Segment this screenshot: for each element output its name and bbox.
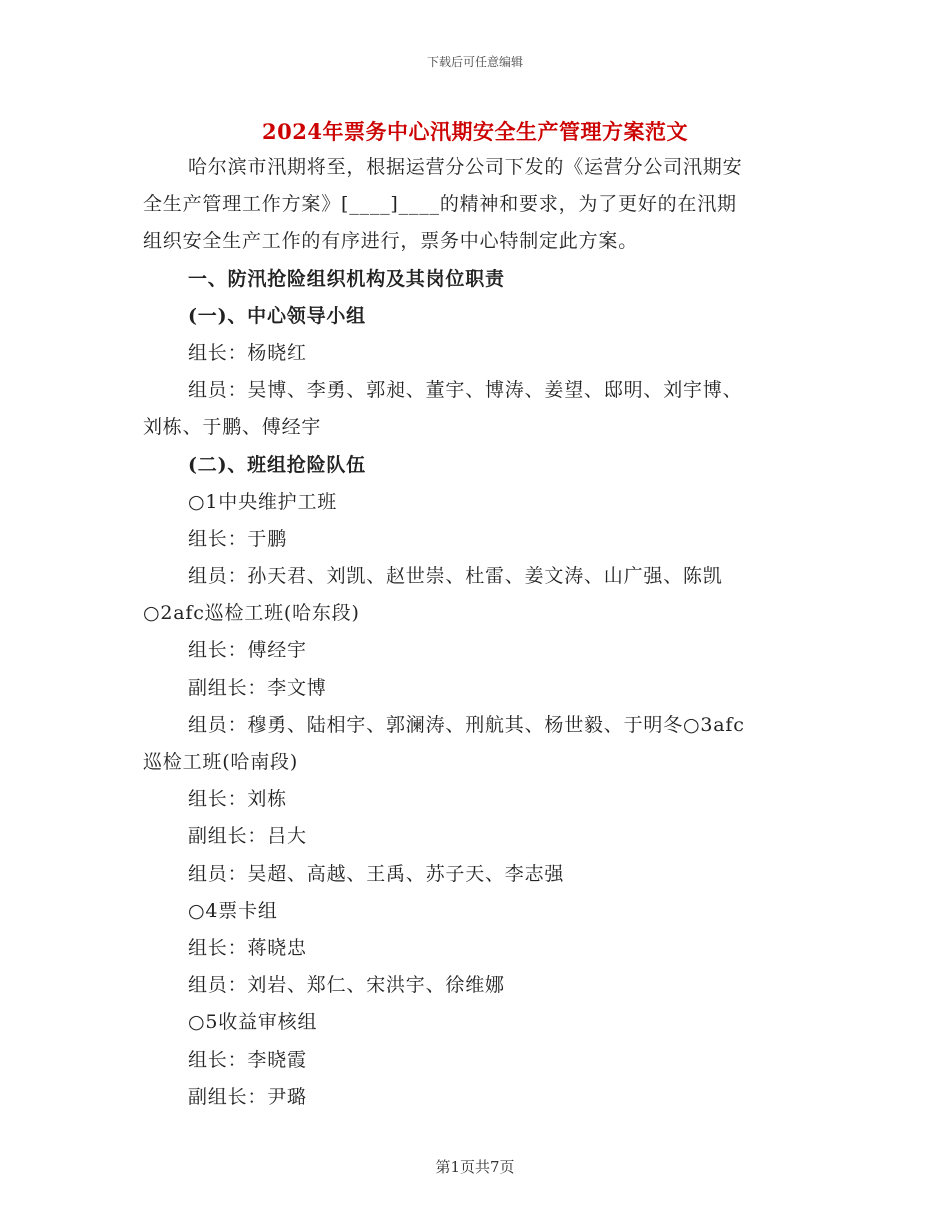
paragraph-line: 组长：于鹏 [188, 527, 288, 550]
paragraph-line: 组员：孙天君、刘凯、赵世崇、杜雷、姜文涛、山广强、陈凯 [188, 565, 723, 588]
paragraph-line: 副组长：吕大 [188, 825, 307, 848]
paragraph-line: 组长：刘栋 [188, 788, 288, 811]
paragraph-line: ○5收益审核组 [188, 1011, 318, 1034]
paragraph-line: 组员：穆勇、陆相宇、郭澜涛、刑航其、杨世毅、于明冬○3afc [188, 713, 745, 736]
section-heading: (一)、中心领导小组 [188, 304, 366, 327]
paragraph-line: 哈尔滨市汛期将至，根据运营分公司下发的《运营分公司汛期安 [188, 156, 743, 178]
paragraph-line: 组长：蒋晓忠 [188, 936, 307, 959]
document-title: 2024年票务中心汛期安全生产管理方案范文 [262, 119, 688, 144]
paragraph-line: 组员：吴博、李勇、郭昶、董宇、博涛、姜望、邸明、刘宇博、 [188, 379, 743, 402]
paragraph-line: 组长：杨晓红 [188, 341, 307, 364]
paragraph-line: 副组长：李文博 [188, 676, 327, 699]
paragraph-line: ○4票卡组 [188, 899, 278, 922]
paragraph-line: 组长：傅经宇 [188, 639, 307, 662]
page-number: 第1页共7页 [435, 1158, 515, 1176]
paragraph-line: 组长：李晓霞 [188, 1048, 307, 1071]
document-body [143, 149, 803, 1116]
paragraph-line: 巡检工班(哈南段) [143, 751, 299, 773]
section-heading: (二)、班组抢险队伍 [188, 453, 366, 476]
paragraph-line: 组织安全生产工作的有序进行，票务中心特制定此方案。 [143, 230, 639, 253]
paragraph-line: 组员：刘岩、郑仁、宋洪宇、徐维娜 [188, 974, 505, 997]
header-note: 下载后可任意编辑 [426, 55, 523, 69]
paragraph-line: 副组长：尹璐 [188, 1085, 307, 1108]
paragraph-line: 刘栋、于鹏、傅经宇 [143, 416, 322, 439]
section-heading: 一、防汛抢险组织机构及其岗位职责 [188, 267, 505, 290]
paragraph-line: ○2afc巡检工班(哈东段) [143, 602, 360, 625]
paragraph-line: 全生产管理工作方案》[____]____的精神和要求，为了更好的在汛期 [143, 193, 737, 216]
paragraph-line: 组员：吴超、高越、王禹、苏子天、李志强 [188, 862, 565, 885]
paragraph-line: ○1中央维护工班 [188, 490, 338, 513]
